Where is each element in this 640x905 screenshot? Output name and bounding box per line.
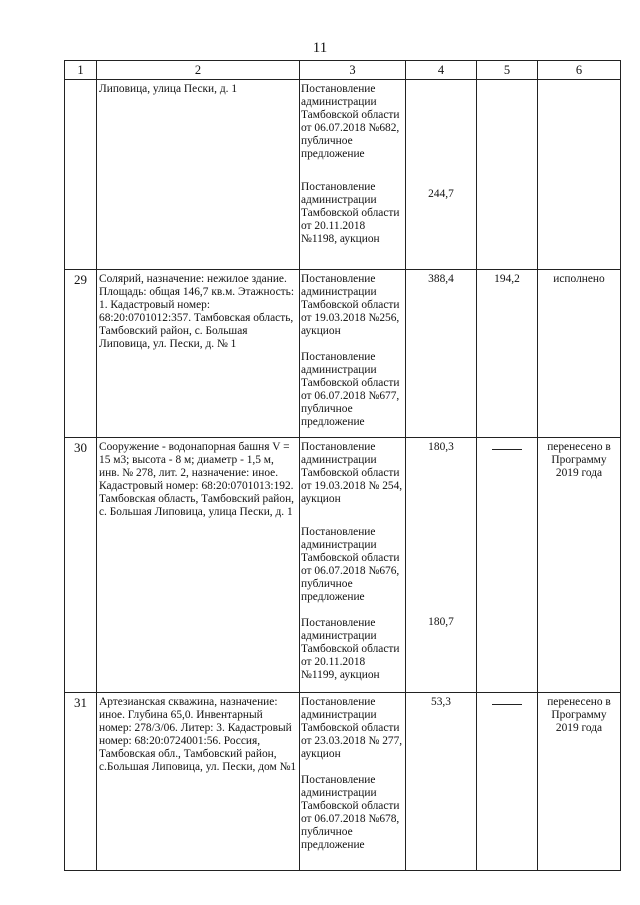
object-description: Липовица, улица Пески, д. 1 — [97, 80, 300, 270]
status-text: перенесено в Программу 2019 года — [547, 441, 611, 479]
dash-mark — [492, 696, 522, 705]
value-cell — [406, 438, 477, 693]
decree-cell — [300, 438, 406, 693]
table-row — [65, 270, 621, 438]
decree-text: Постановление администрации Тамбовской области от 19.03.2018 № 254, аукцион — [301, 441, 403, 505]
table-row — [65, 80, 621, 270]
decree-text: Постановление администрации Тамбовской области от 20.11.2018 №1199, аукцион — [301, 617, 400, 681]
decree-text: Постановление администрации Тамбовской области от 06.07.2018 №678, публичное предложение — [301, 774, 400, 851]
value-text: 244,7 — [428, 188, 454, 200]
object-description: Артезианская скважина, назначение: иное. Глубина 65,0. Инвентарный номер: 278/3/06. Литер: 3. Кадастровый номер: 68:20:0724001:56. Россия, Тамбовская обл., Тамбовский район, с.Большая Липовица, ул. Пески, дом №1 — [97, 693, 300, 871]
status-cell — [538, 438, 621, 693]
value-cell — [477, 80, 538, 270]
value-text: 180,7 — [428, 616, 454, 628]
value-text: 180,3 — [428, 441, 454, 453]
value-cell — [406, 693, 477, 871]
decree-cell — [300, 80, 406, 270]
decree-cell — [300, 270, 406, 438]
decree-text: Постановление администрации Тамбовской области от 20.11.2018 №1198, аукцион — [301, 181, 400, 245]
value-cell — [477, 270, 538, 438]
object-description: Сооружение - водонапорная башня V = 15 м3; высота - 8 м; диаметр - 1,5 м, инв. № 278, лит. 2, назначение: иное. Кадастровый номер: 68:20:0701013:192. Тамбовская область, Тамбовский район, с. Большая Липовица, улица Пески, д. 1 — [97, 438, 300, 693]
decree-text: Постановление администрации Тамбовской области от 06.07.2018 №676, публичное предложение — [301, 526, 400, 603]
row-number — [65, 80, 97, 270]
decree-cell — [300, 693, 406, 871]
status-text: исполнено — [553, 273, 605, 285]
header-cell: 1 — [65, 61, 97, 80]
dash-mark — [492, 441, 522, 450]
status-text: перенесено в Программу 2019 года — [547, 696, 611, 734]
value-cell — [477, 438, 538, 693]
value-cell — [477, 693, 538, 871]
decree-text: Постановление администрации Тамбовской области от 23.03.2018 № 277, аукцион — [301, 696, 403, 760]
table-header-row — [65, 61, 621, 80]
row-number: 29 — [65, 270, 97, 438]
value-cell — [406, 270, 477, 438]
page-number: 11 — [312, 40, 328, 56]
row-number: 31 — [65, 693, 97, 871]
header-cell: 3 — [300, 61, 406, 80]
table-row — [65, 438, 621, 693]
value-cell — [406, 80, 477, 270]
decree-text: Постановление администрации Тамбовской области от 06.07.2018 №677, публичное предложение — [301, 351, 400, 428]
header-cell: 5 — [477, 61, 538, 80]
row-number: 30 — [65, 438, 97, 693]
table-row — [65, 693, 621, 871]
value-text: 53,3 — [431, 696, 451, 708]
status-cell — [538, 693, 621, 871]
header-cell: 6 — [538, 61, 621, 80]
object-description: Солярий, назначение: нежилое здание. Площадь: общая 146,7 кв.м. Этажность: 1. Кадастровый номер: 68:20:0701012:357. Тамбовская область, Тамбовский район, с. Большая Липовица, ул. Пески, д. № 1 — [97, 270, 300, 438]
property-table — [64, 60, 621, 871]
status-cell — [538, 270, 621, 438]
header-cell: 4 — [406, 61, 477, 80]
status-cell — [538, 80, 621, 270]
decree-text: Постановление администрации Тамбовской области от 06.07.2018 №682, публичное предложение — [301, 83, 400, 160]
value-text: 194,2 — [494, 273, 520, 285]
header-cell: 2 — [97, 61, 300, 80]
decree-text: Постановление администрации Тамбовской области от 19.03.2018 №256, аукцион — [301, 273, 400, 337]
value-text: 388,4 — [428, 273, 454, 285]
